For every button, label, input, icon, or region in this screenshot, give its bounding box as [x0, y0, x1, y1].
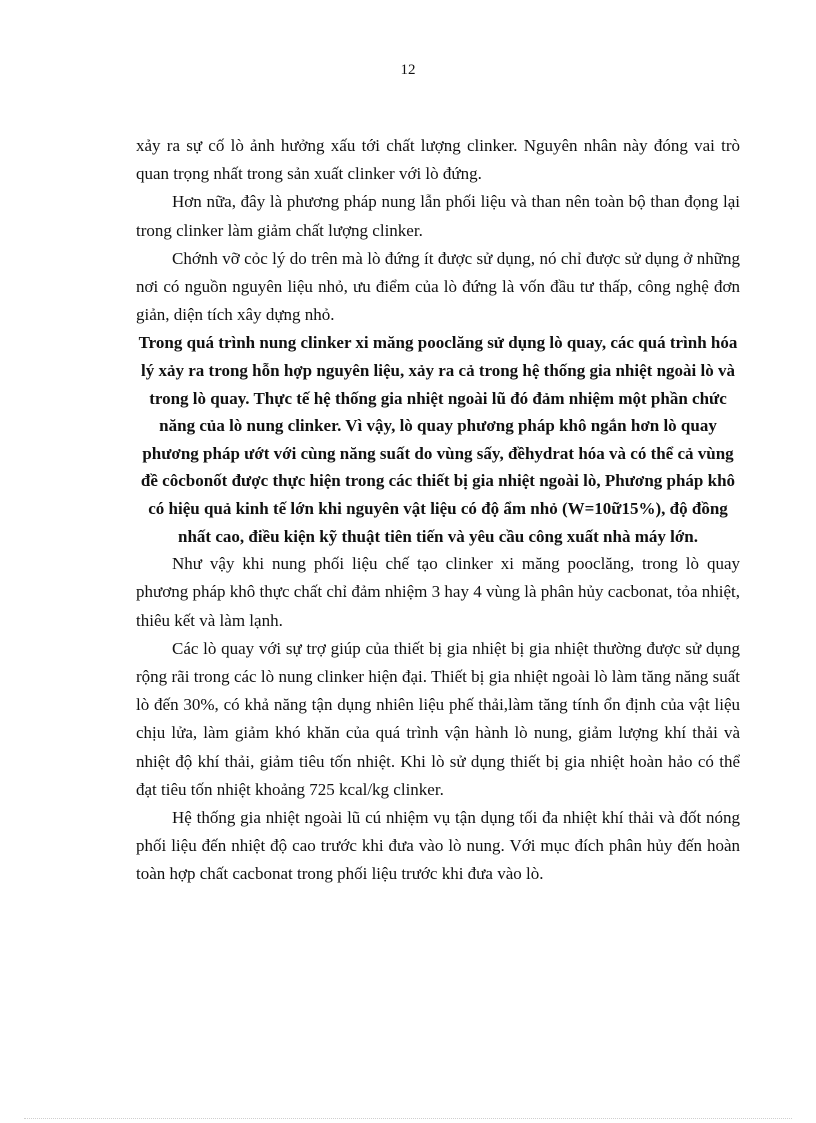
- page-bottom-divider: [24, 1118, 792, 1119]
- paragraph-1: xảy ra sự cố lò ảnh hưởng xấu tới chất lượng clinker. Nguyên nhân này đóng vai trò quan trọng nhất trong sản xuất clinker với lò đứng.: [136, 136, 740, 184]
- paragraph-6: Các lò quay với sự trợ giúp của thiết bị gia nhiệt bị gia nhiệt thường được sử dụng rộng rãi trong các lò nung clinker hiện đại. Thiết bị gia nhiệt ngoài lò làm tăng năng suất lò đến 30%, có khả năng tận dụng nhiên liệu phế thải,làm tăng tính ổn định của vật liệu chịu lửa, làm giảm khó khăn của quá trình vận hành lò nung, giảm lượng khí thải và nhiệt độ khí thải, giảm tiêu tốn nhiệt. Khi lò sử dụng thiết bị gia nhiệt hoàn hảo có thể đạt tiêu tốn nhiệt khoảng 725 kcal/kg clinker.: [136, 638, 740, 799]
- paragraph-7: Hệ thống gia nhiệt ngoài lũ cú nhiệm vụ tận dụng tối đa nhiệt khí thải và đốt nóng phối liệu đến nhiệt độ cao trước khi đưa vào lò nung. Với mục đích phân hủy đến hoàn toàn hợp chất cacbonat trong phối liệu trước khi đưa vào lò.: [136, 808, 740, 884]
- paragraph-5: Như vậy khi nung phối liệu chế tạo clinker xi măng pooclăng, trong lò quay phương pháp khô thực chất chỉ đảm nhiệm 3 hay 4 vùng là phân hủy cacbonat, tỏa nhiệt, thiêu kết và làm lạnh.: [136, 554, 740, 630]
- document-body: [136, 132, 740, 889]
- page-number: 12: [400, 62, 416, 78]
- paragraph-2: Hơn nữa, đây là phương pháp nung lẫn phối liệu và than nên toàn bộ than đọng lại trong clinker làm giảm chất lượng clinker.: [136, 192, 740, 240]
- paragraph-4-bold: Trong quá trình nung clinker xi măng pooclăng sử dụng lò quay, các quá trình hóa lý xảy ra trong hỗn hợp nguyên liệu, xảy ra cả trong hệ thống gia nhiệt ngoài lò và trong lò quay. Thực tế hệ thống gia nhiệt ngoài lũ đó đảm nhiệm một phần chức năng của lò nung clinker. Vì vậy, lò quay phương pháp khô ngắn hơn lò quay phương pháp ướt với cùng năng suất do vùng sấy, đềhydrat hóa và có thể cả vùng đề côcbonốt được thực hiện trong các thiết bị gia nhiệt ngoài lò, Phương pháp khô có hiệu quả kinh tế lớn khi nguyên vật liệu có độ ẩm nhỏ (W=10ữ15%), độ đồng nhất cao, điều kiện kỹ thuật tiên tiến và yêu cầu công xuất nhà máy lớn.: [138, 333, 738, 546]
- paragraph-3: Chớnh vỡ cỏc lý do trên mà lò đứng ít được sử dụng, nó chỉ được sử dụng ở những nơi có nguồn nguyên liệu nhỏ, ưu điểm của lò đứng là vốn đầu tư thấp, công nghệ đơn giản, diện tích xây dựng nhỏ.: [136, 248, 740, 325]
